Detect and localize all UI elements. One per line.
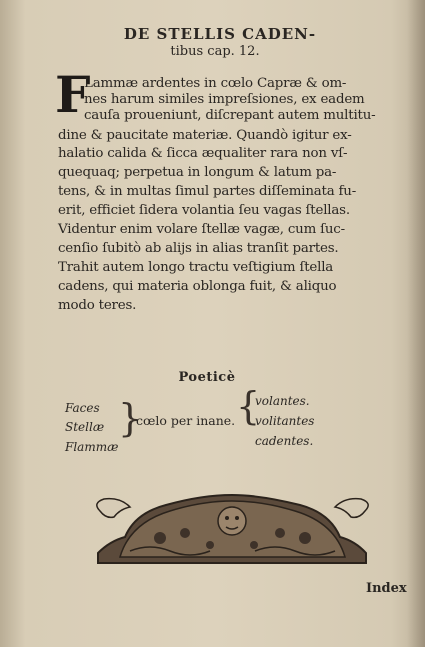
poetice-left-word: Stellæ: [65, 420, 105, 434]
chapter-title: DE STELLIS CADEN-: [123, 25, 317, 43]
poetice-left-word: Faces: [65, 401, 100, 415]
body-line: Videntur enim volare ſtellæ vagæ, cum ſuc-: [58, 222, 345, 237]
body-line: erit, efficiet ſidera volantia ſeu vagas ſtellas.: [58, 203, 350, 218]
catchword: Index: [366, 581, 407, 596]
body-line: Lammæ ardentes in cœlo Capræ & om-: [84, 76, 347, 91]
body-line: halatio calida & ſicca æqualiter rara non vſ-: [58, 146, 348, 161]
page-edge-shadow: [407, 0, 425, 647]
poetice-heading: Poeticè: [178, 370, 236, 385]
poetice-middle-phrase: cœlo per inane.: [136, 413, 236, 428]
body-line: modo teres.: [58, 298, 137, 313]
poetice-right-word: volantes.: [255, 394, 310, 408]
body-line: nes harum similes impreſsiones, ex eadem: [84, 92, 365, 107]
body-line: cadens, qui materia oblonga fuit, & aliquo: [58, 279, 337, 294]
body-line: dine & paucitate materiæ. Quandò igitur ex-: [58, 128, 352, 143]
body-line: cenſio ſubitò ab alijs in alias tranſit partes.: [58, 241, 339, 256]
poetice-right-word: volitantes: [255, 414, 315, 428]
body-line: cauſa proueniunt, diſcrepant autem multitu-: [84, 108, 376, 123]
body-line: Trahit autem longo tractu veſtigium ſtella: [58, 260, 334, 275]
chapter-subtitle: tibus cap. 12.: [170, 44, 260, 59]
body-line: quequaq; perpetua in longum & latum pa-: [58, 165, 337, 180]
poetice-right-word: cadentes.: [255, 434, 314, 448]
body-line: tens, & in multas ſimul partes diſſeminata fu-: [58, 184, 357, 199]
right-brace-icon: {: [236, 384, 261, 428]
woodcut-ornament-icon: [90, 493, 375, 569]
poetice-left-word: Flammæ: [65, 440, 119, 454]
drop-capital: F: [55, 65, 91, 124]
left-brace-icon: }: [118, 396, 143, 440]
